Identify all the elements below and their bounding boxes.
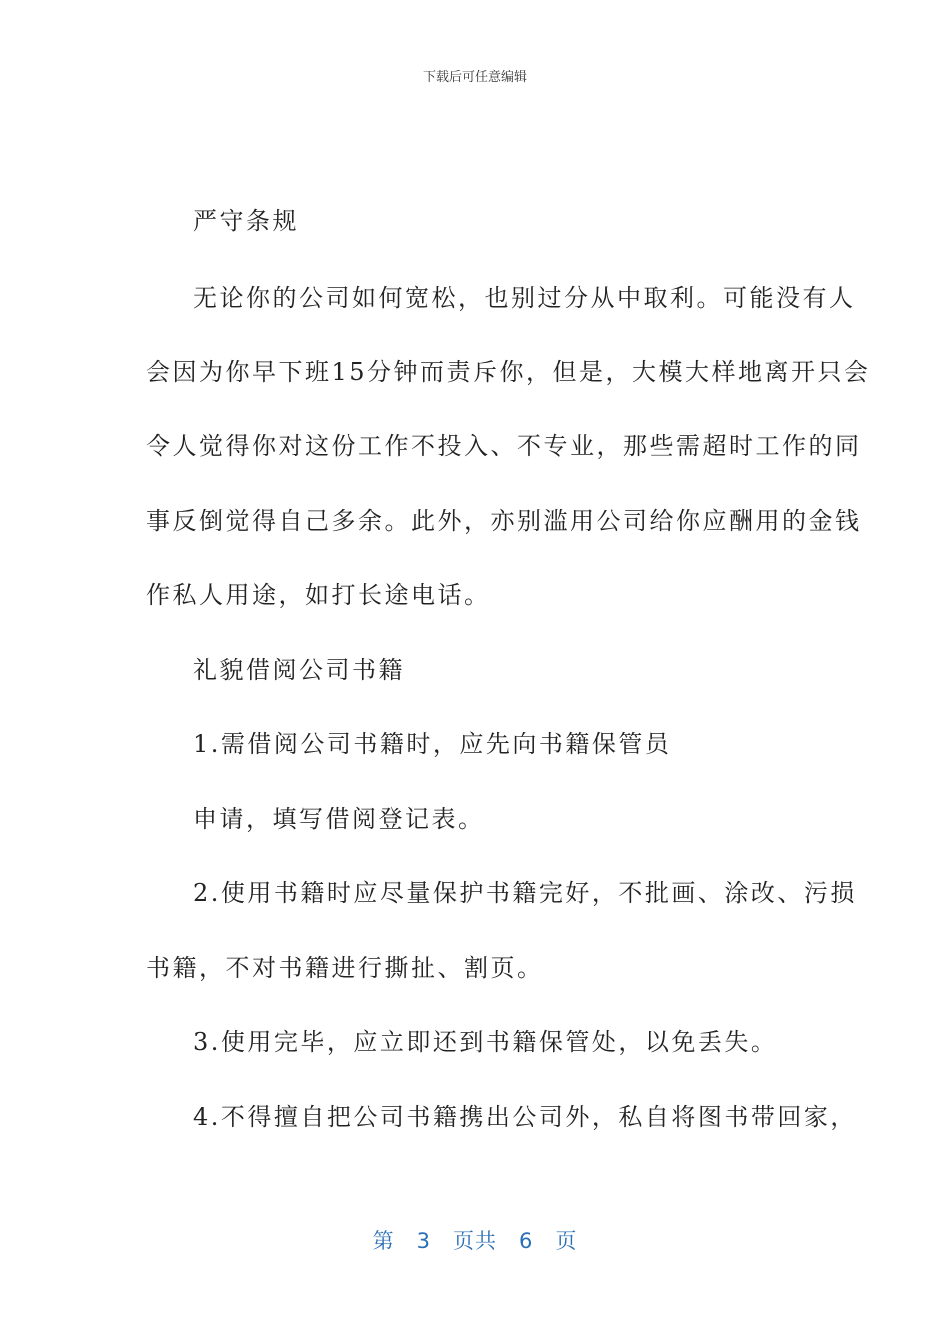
header-note: 下载后可任意编辑 xyxy=(422,70,527,85)
list-item: 1.需借阅公司书籍时，应先向书籍保管员 xyxy=(193,730,672,758)
paragraph-line: 令人觉得你对这份工作不投入、不专业，那些需超时工作的同 xyxy=(146,432,862,460)
paragraph-line: 作私人用途，如打长途电话。 xyxy=(146,581,491,609)
paragraph-line: 事反倒觉得自己多余。此外，亦别滥用公司给你应酬用的金钱 xyxy=(146,507,862,535)
footer-prefix: 第 xyxy=(372,1229,395,1253)
list-item-continuation: 书籍，不对书籍进行撕扯、割页。 xyxy=(146,954,544,982)
list-item: 4.不得擅自把公司书籍携出公司外，私自将图书带回家， xyxy=(193,1103,857,1131)
current-page-number: 3 xyxy=(416,1229,431,1253)
section-heading-books: 礼貌借阅公司书籍 xyxy=(193,656,405,684)
list-item-continuation: 申请，填写借阅登记表。 xyxy=(193,805,485,833)
paragraph-line: 会因为你早下班15分钟而责斥你，但是，大模大样地离开只会 xyxy=(146,358,871,386)
paragraph-line: 无论你的公司如何宽松，也别过分从中取利。可能没有人 xyxy=(193,284,856,312)
footer-middle: 页共 xyxy=(453,1229,497,1253)
section-heading-rules: 严守条规 xyxy=(193,207,299,235)
list-item: 2.使用书籍时应尽量保护书籍完好，不批画、涂改、污损 xyxy=(193,879,857,907)
footer-suffix: 页 xyxy=(555,1229,578,1253)
list-item: 3.使用完毕，应立即还到书籍保管处，以免丢失。 xyxy=(193,1028,778,1056)
page-footer xyxy=(0,1225,950,1255)
total-pages-number: 6 xyxy=(519,1229,534,1253)
